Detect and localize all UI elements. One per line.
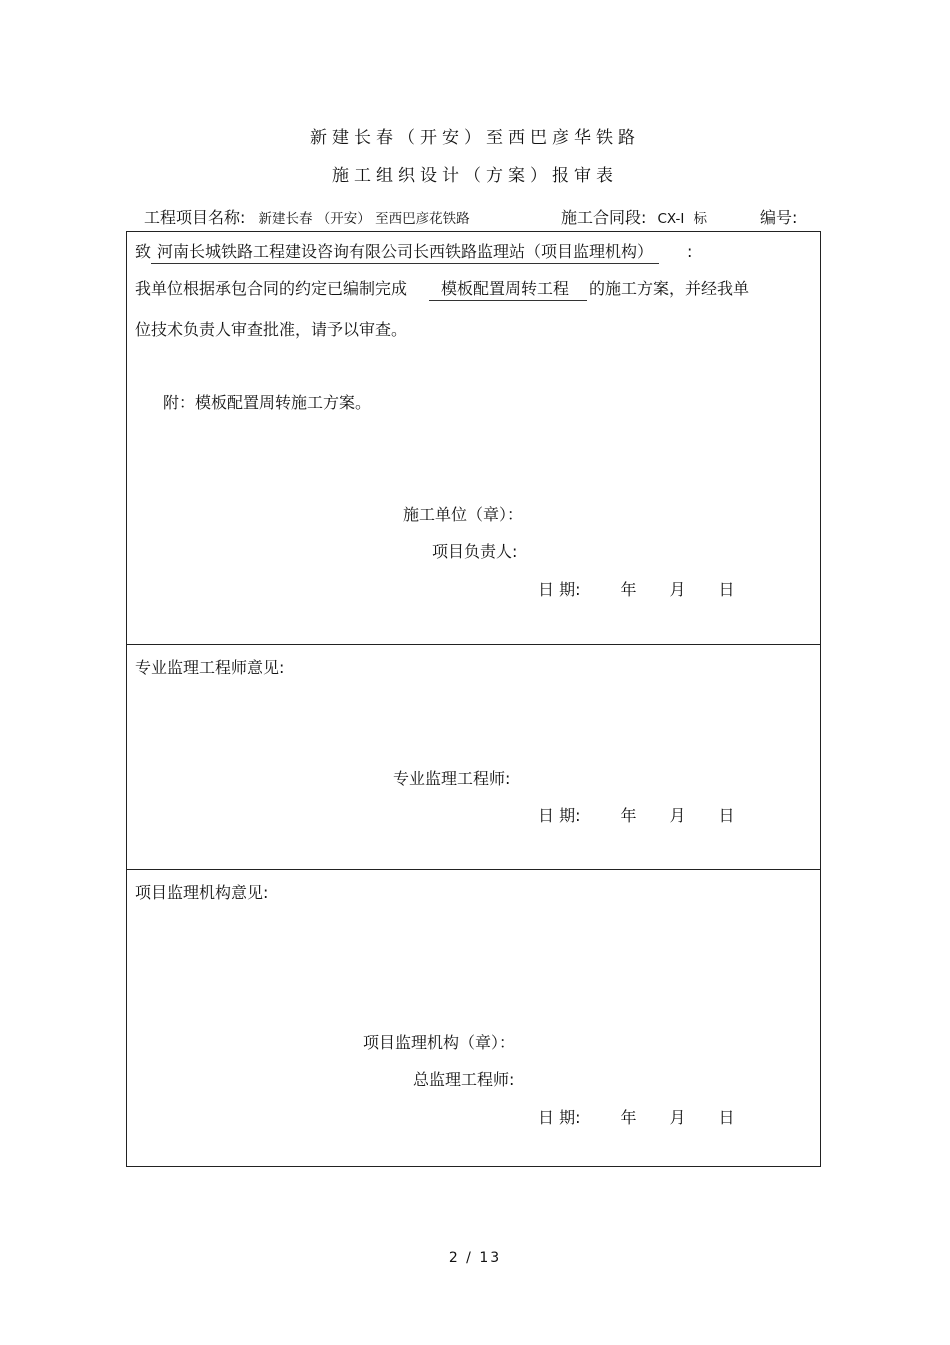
supervision-org-date	[538, 1105, 735, 1128]
year-label: 年	[620, 806, 637, 825]
review-form-table	[126, 231, 821, 1167]
supervision-org-seal-label: 项目监理机构（章）：	[363, 1033, 516, 1052]
chief-engineer-label: 总监理工程师:	[413, 1070, 515, 1089]
day-label: 日	[718, 1108, 735, 1127]
contract-section-field	[561, 205, 707, 228]
document-number-label: 编号:	[760, 208, 798, 227]
page-number: 2 / 13	[448, 1250, 502, 1266]
date-label: 日 期:	[538, 580, 581, 599]
supervising-engineer-label: 专业监理工程师:	[393, 769, 511, 788]
statement-part1: 我单位根据承包合同的约定已编制完成	[135, 279, 408, 298]
year-label: 年	[620, 1108, 637, 1127]
scheme-project-name: 模板配置周转工程	[429, 276, 587, 301]
engineer-opinion-heading: 专业监理工程师意见:	[135, 658, 285, 677]
submission-statement	[135, 276, 749, 301]
attachment-note: 附：模板配置周转施工方案。	[163, 393, 372, 412]
project-manager-label: 项目负责人:	[432, 542, 518, 561]
contract-section-value: CX-I	[657, 211, 685, 227]
addressee-prefix: 致	[135, 242, 152, 261]
month-label: 月	[669, 580, 686, 599]
project-name-label: 工程项目名称:	[144, 208, 246, 227]
month-label: 月	[669, 806, 686, 825]
month-label: 月	[669, 1108, 686, 1127]
day-label: 日	[718, 806, 735, 825]
statement-line2: 位技术负责人审查批准，请予以审查。	[135, 320, 408, 339]
project-name-field	[144, 205, 470, 228]
addressee-organization: 河南长城铁路工程建设咨询有限公司长西铁路监理站（项目监理机构）	[151, 239, 659, 264]
year-label: 年	[620, 580, 637, 599]
date-label: 日 期:	[538, 1108, 581, 1127]
statement-part2: 的施工方案，并经我单	[589, 279, 750, 298]
contract-section-label: 施工合同段:	[561, 208, 647, 227]
submission-section	[127, 232, 820, 645]
engineer-opinion-section	[127, 645, 820, 870]
date-label: 日 期:	[538, 806, 581, 825]
submission-date	[538, 577, 735, 600]
addressee-line	[135, 239, 692, 264]
addressee-colon: :	[687, 242, 693, 261]
construction-unit-seal-label: 施工单位（章）：	[403, 505, 524, 524]
supervision-org-opinion-heading: 项目监理机构意见:	[135, 883, 269, 902]
document-title-line2: 施工组织设计（方案）报审表	[332, 166, 618, 186]
document-title-line1: 新建长春（开安）至西巴彦华铁路	[310, 128, 640, 148]
contract-section-suffix: 标	[693, 211, 707, 227]
engineer-opinion-date	[538, 803, 735, 826]
day-label: 日	[718, 580, 735, 599]
supervision-org-opinion-section	[127, 870, 820, 1166]
project-name-value: 新建长春 （开安） 至西巴彦花铁路	[258, 211, 470, 227]
